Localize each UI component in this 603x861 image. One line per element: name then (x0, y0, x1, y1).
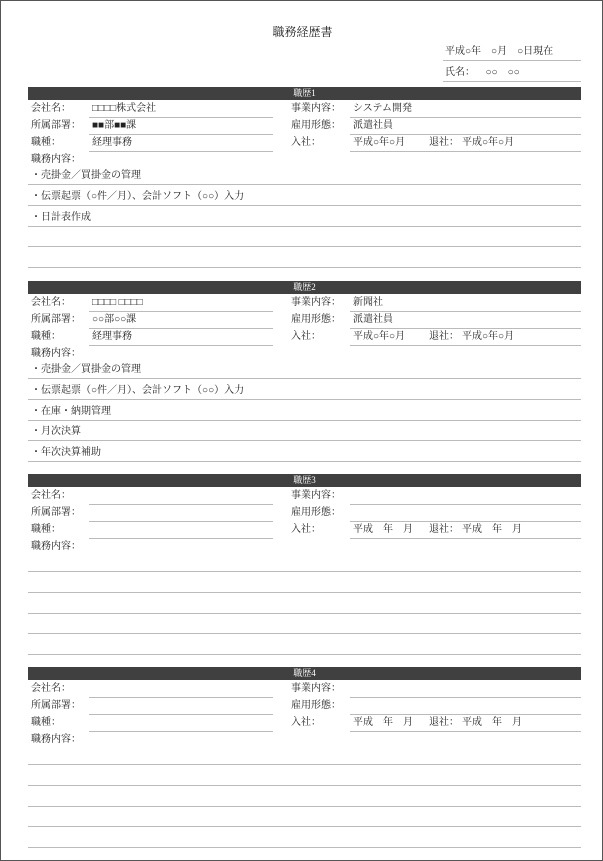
leave-date: 平成○年○月 (462, 331, 515, 342)
employment-label: 雇用形態： (291, 700, 341, 711)
employment-label: 雇用形態： (291, 507, 341, 518)
duty-line[interactable] (28, 555, 581, 572)
leave-label: 退社： (429, 137, 459, 148)
duties-label: 職務内容： (31, 154, 81, 165)
leave-label: 退社： (429, 717, 459, 728)
join-label: 入社： (291, 331, 321, 342)
join-leave-field[interactable] (350, 329, 581, 346)
join-leave-field[interactable] (350, 135, 581, 152)
company-label: 会社名： (31, 683, 71, 694)
join-date: 平成 年 月 (353, 524, 413, 535)
duty-line[interactable]: ・売掛金／買掛金の管理 (28, 362, 581, 379)
business-field[interactable] (350, 488, 581, 505)
duty-line[interactable] (28, 576, 581, 593)
leave-date: 平成○年○月 (462, 137, 515, 148)
join-label: 入社： (291, 717, 321, 728)
business-label: 事業内容： (291, 683, 341, 694)
job-label: 職種： (31, 524, 61, 535)
duty-line[interactable] (28, 230, 581, 247)
join-label: 入社： (291, 137, 321, 148)
duty-line[interactable] (28, 769, 581, 786)
job-field[interactable] (89, 715, 273, 732)
dept-label: 所属部署： (31, 120, 81, 131)
name-label: 氏名： (445, 67, 475, 78)
duties-label: 職務内容： (31, 541, 81, 552)
join-leave-field[interactable] (350, 715, 581, 732)
duty-line[interactable]: ・伝票起票（○件／月）、会計ソフト（○○）入力 (28, 189, 581, 206)
leave-date: 平成 年 月 (462, 717, 522, 728)
section-header: 職歴4 (28, 667, 581, 680)
duty-line[interactable] (28, 790, 581, 807)
join-leave-field[interactable] (350, 522, 581, 539)
duty-line[interactable] (28, 617, 581, 634)
duty-line[interactable]: ・年次決算補助 (28, 445, 581, 462)
dept-label: 所属部署： (31, 700, 81, 711)
duty-line[interactable] (28, 831, 581, 848)
duty-line[interactable] (28, 748, 581, 765)
leave-label: 退社： (429, 524, 459, 535)
dept-field[interactable]: ○○部○○課 (89, 312, 273, 329)
join-date: 平成○年○月 (353, 331, 406, 342)
dept-label: 所属部署： (31, 507, 81, 518)
employment-field[interactable]: 派遣社員 (350, 312, 581, 329)
leave-label: 退社： (429, 331, 459, 342)
duties-label: 職務内容： (31, 348, 81, 359)
dept-field[interactable]: ■■部■■課 (89, 118, 273, 135)
employment-label: 雇用形態： (291, 120, 341, 131)
name-value: ○○ ○○ (485, 67, 520, 78)
company-label: 会社名： (31, 103, 71, 114)
job-field[interactable]: 経理事務 (89, 135, 273, 152)
date-field: 平成○年 ○月 ○日現在 (443, 44, 581, 61)
business-field[interactable]: 新聞社 (350, 295, 581, 312)
company-field[interactable] (89, 488, 273, 505)
job-field[interactable]: 経理事務 (89, 329, 273, 346)
business-field[interactable] (350, 681, 581, 698)
business-label: 事業内容： (291, 490, 341, 501)
section-header: 職歴2 (28, 281, 581, 294)
dept-field[interactable] (89, 698, 273, 715)
company-field[interactable]: □□□□株式会社 (89, 101, 273, 118)
duty-line[interactable]: ・伝票起票（○件／月）、会計ソフト（○○）入力 (28, 383, 581, 400)
duties-label: 職務内容： (31, 734, 81, 745)
name-field (443, 65, 581, 82)
business-field[interactable]: システム開発 (350, 101, 581, 118)
page-title: 職務経歴書 (272, 25, 333, 39)
employment-field[interactable] (350, 698, 581, 715)
company-label: 会社名： (31, 490, 71, 501)
dept-label: 所属部署： (31, 314, 81, 325)
job-label: 職種： (31, 137, 61, 148)
business-label: 事業内容： (291, 103, 341, 114)
duty-line[interactable]: ・売掛金／買掛金の管理 (28, 168, 581, 185)
duty-line[interactable] (28, 597, 581, 614)
leave-date: 平成 年 月 (462, 524, 522, 535)
employment-label: 雇用形態： (291, 314, 341, 325)
duty-line[interactable]: ・日計表作成 (28, 210, 581, 227)
employment-field[interactable] (350, 505, 581, 522)
duty-line[interactable]: ・月次決算 (28, 424, 581, 441)
section-header: 職歴1 (28, 87, 581, 100)
company-field[interactable] (89, 681, 273, 698)
job-label: 職種： (31, 717, 61, 728)
duty-line[interactable] (28, 638, 581, 655)
join-label: 入社： (291, 524, 321, 535)
join-date: 平成 年 月 (353, 717, 413, 728)
employment-field[interactable]: 派遣社員 (350, 118, 581, 135)
duty-line[interactable]: ・在庫・納期管理 (28, 404, 581, 421)
duty-line[interactable] (28, 251, 581, 268)
dept-field[interactable] (89, 505, 273, 522)
business-label: 事業内容： (291, 297, 341, 308)
duty-line[interactable] (28, 810, 581, 827)
job-label: 職種： (31, 331, 61, 342)
join-date: 平成○年○月 (353, 137, 406, 148)
company-label: 会社名： (31, 297, 71, 308)
job-field[interactable] (89, 522, 273, 539)
section-header: 職歴3 (28, 474, 581, 487)
company-field[interactable]: □□□□ □□□□ (89, 295, 273, 312)
